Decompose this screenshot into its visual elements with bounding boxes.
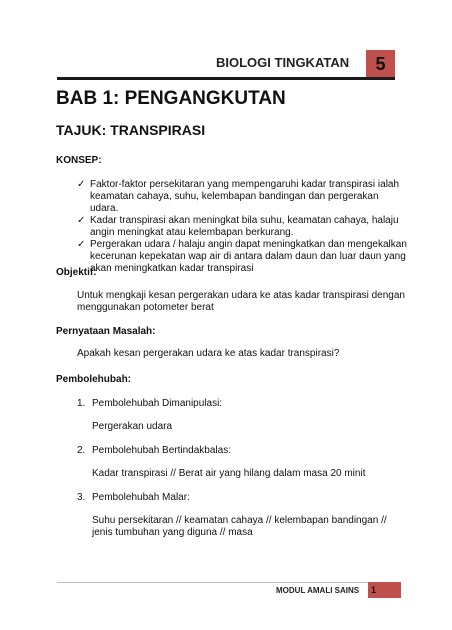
- konsep-label: KONSEP:: [56, 155, 102, 166]
- masalah-text: Apakah kesan pergerakan udara ke atas kadar transpirasi?: [77, 348, 340, 359]
- var-value: Suhu persekitaran // keamatan cahaya // kelembapan bandingan // jenis tumbuhan yang diguna // masa: [92, 515, 387, 538]
- check-icon: ✓: [77, 239, 86, 250]
- var-title: Pembolehubah Bertindakbalas:: [92, 445, 231, 456]
- topic-title: TAJUK: TRANSPIRASI: [56, 122, 206, 138]
- footer-label: MODUL AMALI SAINS: [276, 586, 360, 595]
- header-rule: [57, 77, 395, 80]
- var-number: 3.: [77, 492, 86, 503]
- var-value: Kadar transpirasi // Berat air yang hilang dalam masa 20 minit: [92, 468, 366, 479]
- check-icon: ✓: [77, 215, 86, 226]
- var-number: 1.: [77, 398, 86, 409]
- var-number: 2.: [77, 445, 86, 456]
- konsep-list: [77, 179, 407, 275]
- pembolehubah-label: Pembolehubah:: [56, 374, 132, 385]
- header-title: BIOLOGI TINGKATAN: [216, 55, 350, 70]
- konsep-item-text: Kadar transpirasi akan meningkat bila suhu, keamatan cahaya, halaju angin meningkat atau kelembapan berkurang.: [90, 215, 399, 238]
- var-title: Pembolehubah Malar:: [92, 492, 190, 503]
- masalah-label: Pernyataan Masalah:: [56, 326, 156, 337]
- konsep-item: [77, 215, 407, 239]
- var-value: Pergerakan udara: [92, 421, 173, 432]
- footer-page-number: 1: [371, 585, 377, 595]
- footer-rule: [57, 582, 369, 583]
- objektif-label: Objektif:: [56, 267, 97, 278]
- konsep-item-text: Pergerakan udara / halaju angin dapat meningkatkan dan mengekalkan kecerunan kepekatan wap air di antara dalam daun dan luar daun yang akan meningkatkan kadar transpirasi: [90, 239, 407, 274]
- konsep-item: [77, 239, 407, 275]
- var-title: Pembolehubah Dimanipulasi:: [92, 398, 223, 409]
- check-icon: ✓: [77, 179, 86, 190]
- konsep-item: [77, 179, 407, 215]
- header-grade-badge: 5: [366, 50, 395, 78]
- objektif-text: Untuk mengkaji kesan pergerakan udara ke atas kadar transpirasi dengan menggunakan potometer berat: [77, 290, 405, 313]
- konsep-item-text: Faktor-faktor persekitaran yang mempengaruhi kadar transpirasi ialah keamatan cahaya, suhu, kelembapan bandingan dan pergerakan udara.: [90, 179, 400, 214]
- chapter-title: BAB 1: PENGANGKUTAN: [56, 88, 286, 109]
